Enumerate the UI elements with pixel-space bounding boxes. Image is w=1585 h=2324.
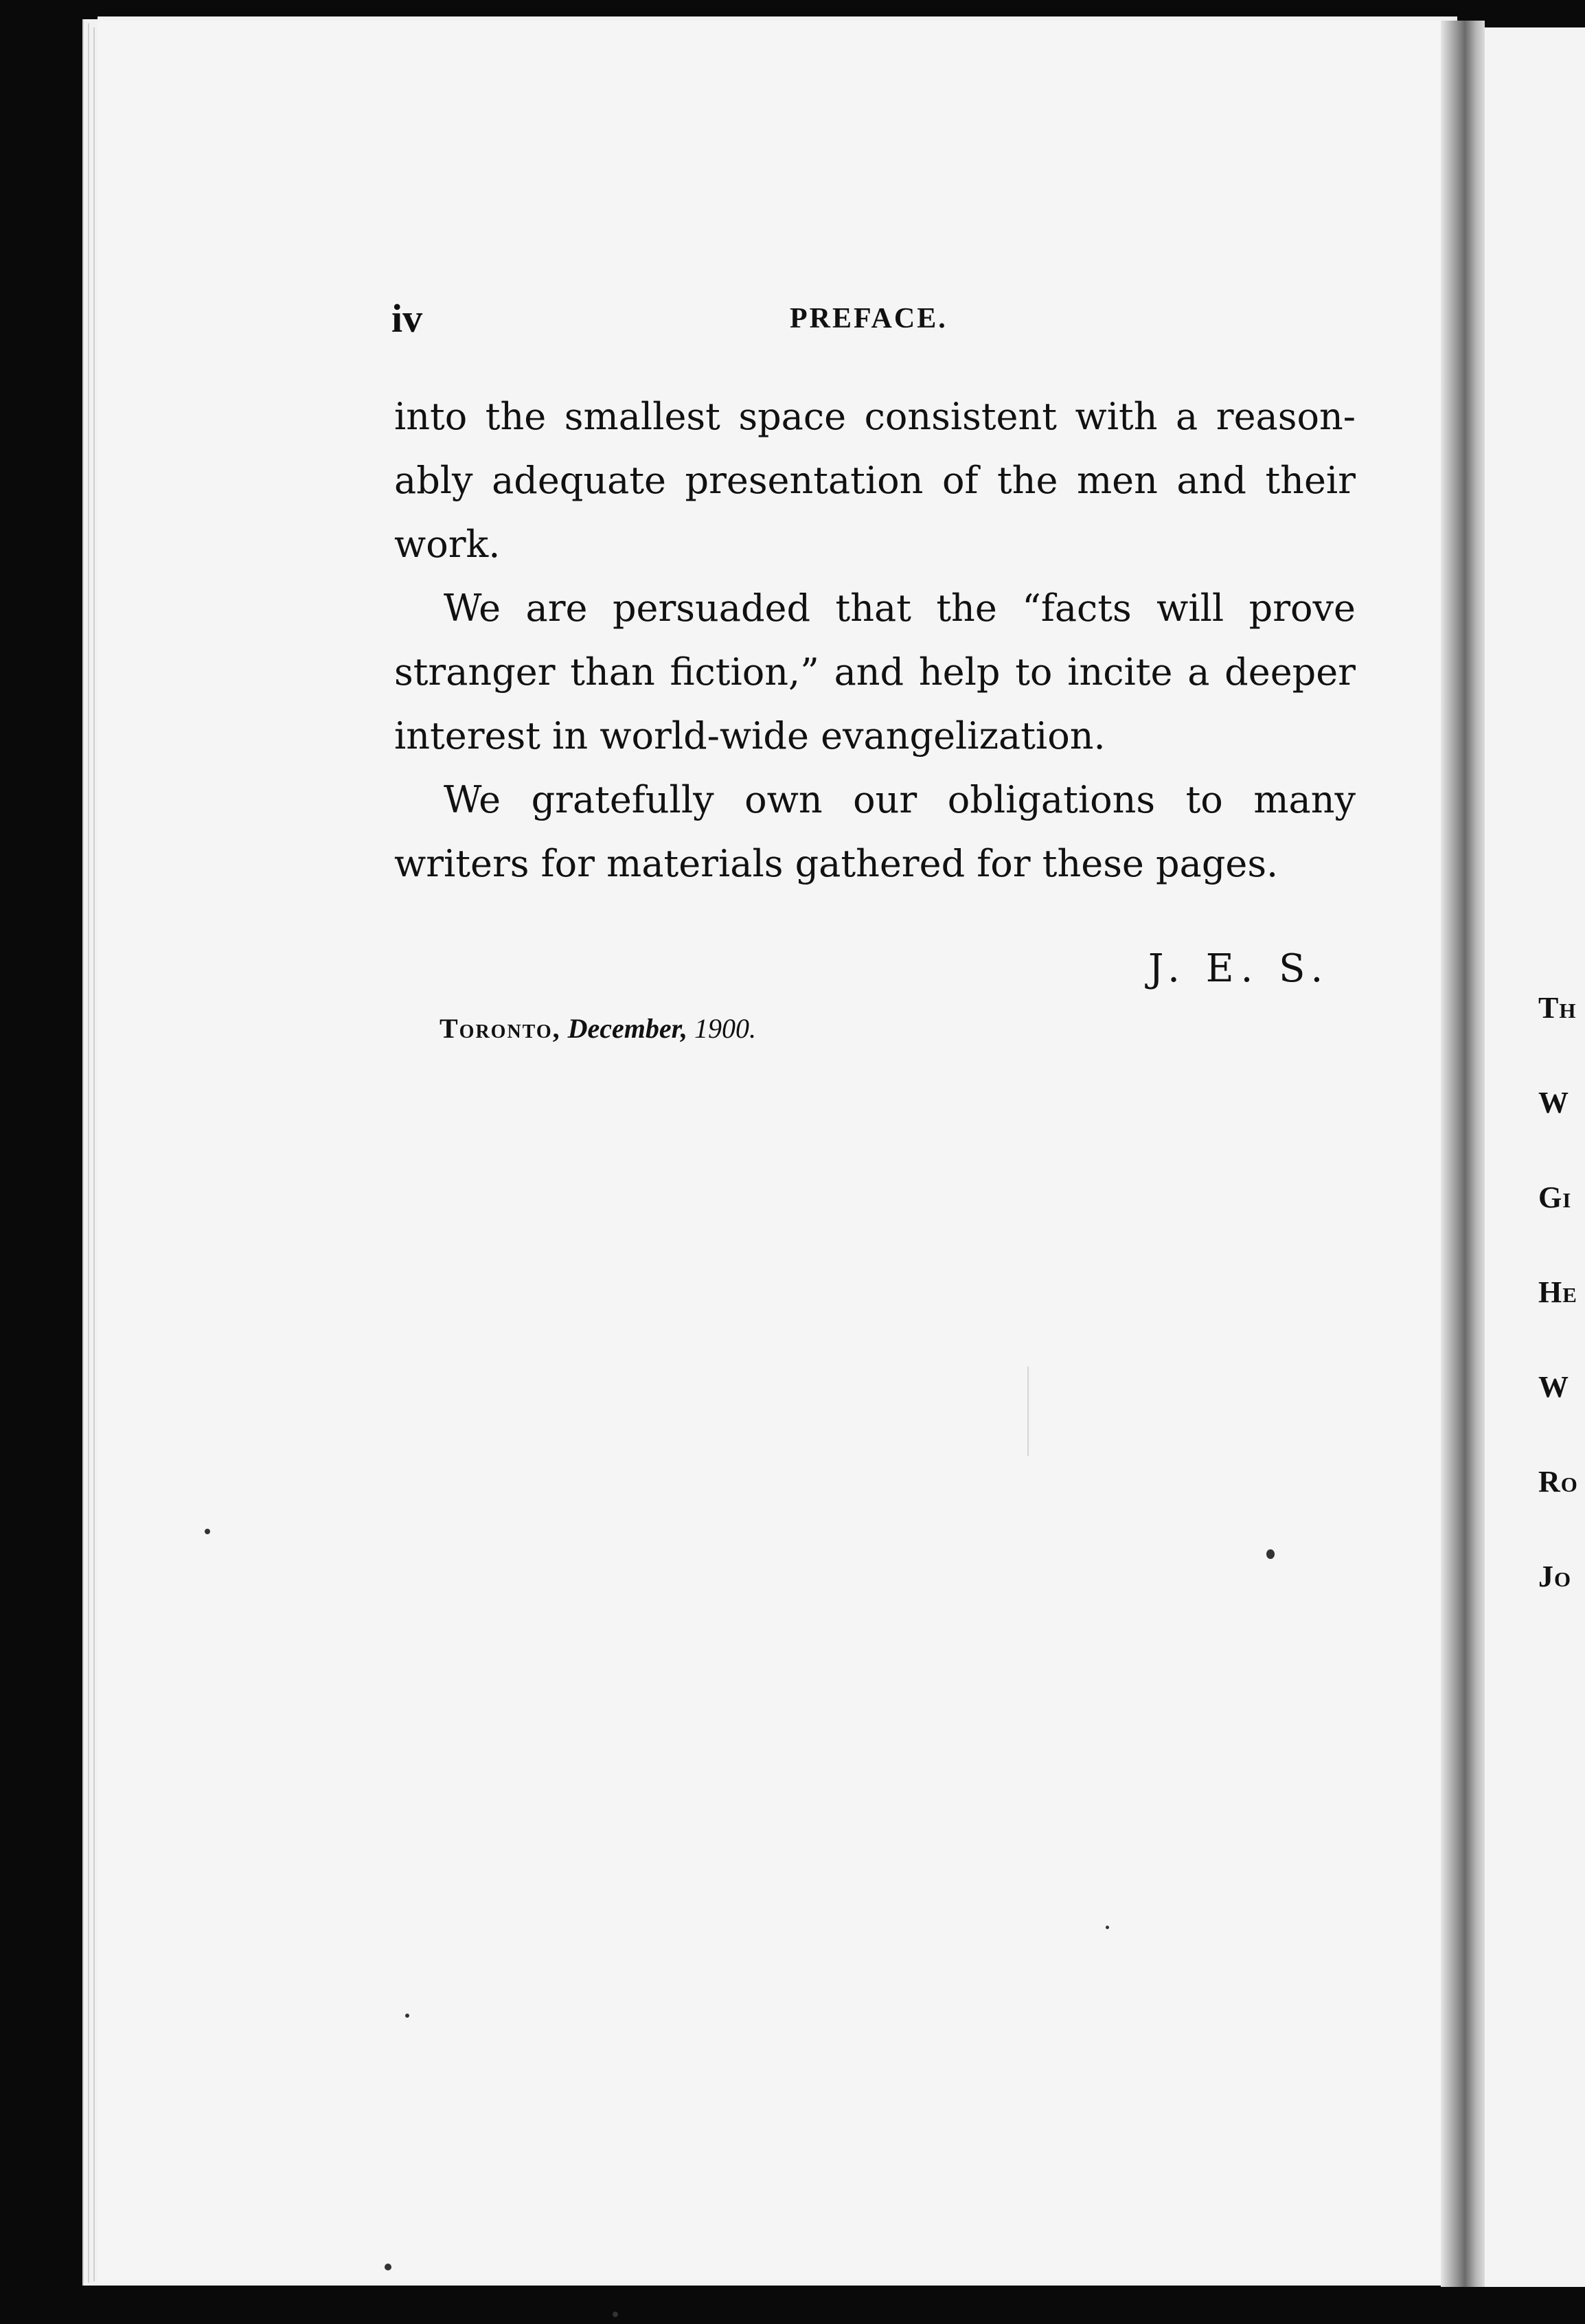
author-initials: J. E. S.: [1148, 946, 1330, 991]
dateline: [440, 1012, 756, 1045]
book-gutter: [1441, 21, 1485, 2287]
paper-speck: [1106, 1926, 1109, 1929]
paper-speck: [405, 2014, 409, 2018]
page-number: iv: [391, 296, 423, 341]
dateline-year: 1900.: [694, 1013, 757, 1044]
book-page: [98, 16, 1457, 2286]
paragraph: We gratefully own our obligations to many writers for materials gathered for these pages.: [394, 778, 1356, 885]
running-head: [391, 295, 1353, 343]
facing-page-fragment: Th: [1538, 991, 1577, 1025]
running-title: PREFACE.: [790, 303, 948, 334]
preface-body: [394, 385, 1356, 896]
facing-page-fragment: He: [1538, 1275, 1577, 1309]
paper-speck: [613, 2312, 618, 2317]
facing-page-fragment: Jo: [1538, 1560, 1572, 1593]
paper-speck: [385, 2264, 391, 2270]
facing-page-fragment: Ro: [1538, 1465, 1578, 1499]
paper-speck: [205, 1529, 210, 1534]
facing-page: [1485, 27, 1585, 2287]
paragraph: into the smallest space consistent with a reasonably adequate presentation of the men and their work.: [394, 395, 1356, 566]
paragraph: We are persuaded that the “facts will prove stranger than fiction,” and help to incite a deeper interest in world-wide evangelization.: [394, 586, 1356, 757]
facing-page-fragment: W: [1538, 1086, 1569, 1119]
dateline-month: December,: [567, 1013, 688, 1044]
paper-crease: [1027, 1367, 1029, 1456]
facing-page-fragment: W: [1538, 1370, 1569, 1404]
facing-page-fragment: Gi: [1538, 1181, 1572, 1214]
dateline-place: Toronto,: [440, 1013, 561, 1044]
paper-speck: [1266, 1549, 1275, 1559]
